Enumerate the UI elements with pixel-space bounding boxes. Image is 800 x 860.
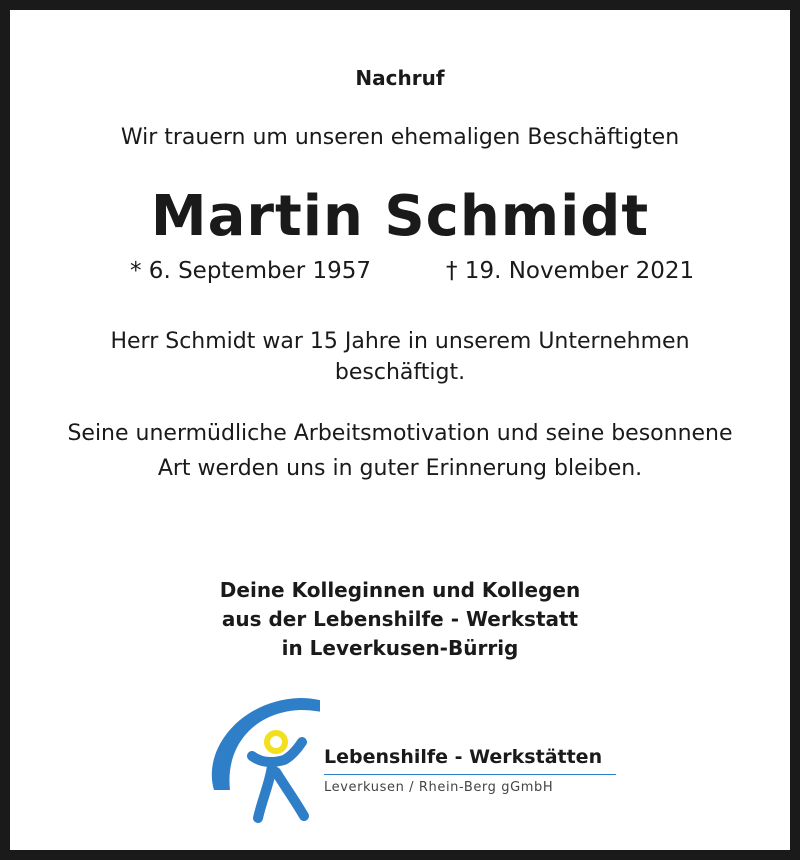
paragraph-line: beschäftigt.: [334, 360, 466, 385]
figure-right-leg: [276, 772, 304, 816]
signature-line: aus der Lebenshilfe - Werkstatt: [221, 607, 579, 631]
paragraph-line: Herr Schmidt war 15 Jahre in unserem Unternehmen: [110, 329, 690, 354]
signature-line: Deine Kolleginnen und Kollegen: [219, 578, 581, 602]
organization-logo: [200, 690, 630, 830]
birth-date: * 6. September 1957: [130, 258, 372, 284]
employment-paragraph: [50, 326, 750, 388]
signature-line: in Leverkusen-Bürrig: [281, 636, 519, 660]
logo-subtitle: Leverkusen / Rhein-Berg gGmbH: [324, 780, 554, 795]
paragraph-line: Art werden uns in guter Erinnerung bleiben.: [157, 456, 643, 481]
signature-block: [10, 576, 790, 663]
death-date: † 19. November 2021: [446, 258, 695, 284]
lebenshilfe-figure-icon: [200, 690, 320, 830]
figure-left-leg: [258, 766, 272, 818]
figure-head: [267, 733, 285, 751]
intro-text: Wir trauern um unseren ehemaligen Beschäftigten: [120, 125, 680, 150]
paragraph-line: Seine unermüdliche Arbeitsmotivation und seine besonnene: [67, 421, 733, 446]
heading: Nachruf: [355, 66, 445, 90]
deceased-name: Martin Schmidt: [150, 184, 650, 249]
logo-divider: [324, 774, 616, 775]
remembrance-paragraph: [40, 416, 760, 486]
logo-title: Lebenshilfe - Werkstätten: [324, 746, 603, 768]
